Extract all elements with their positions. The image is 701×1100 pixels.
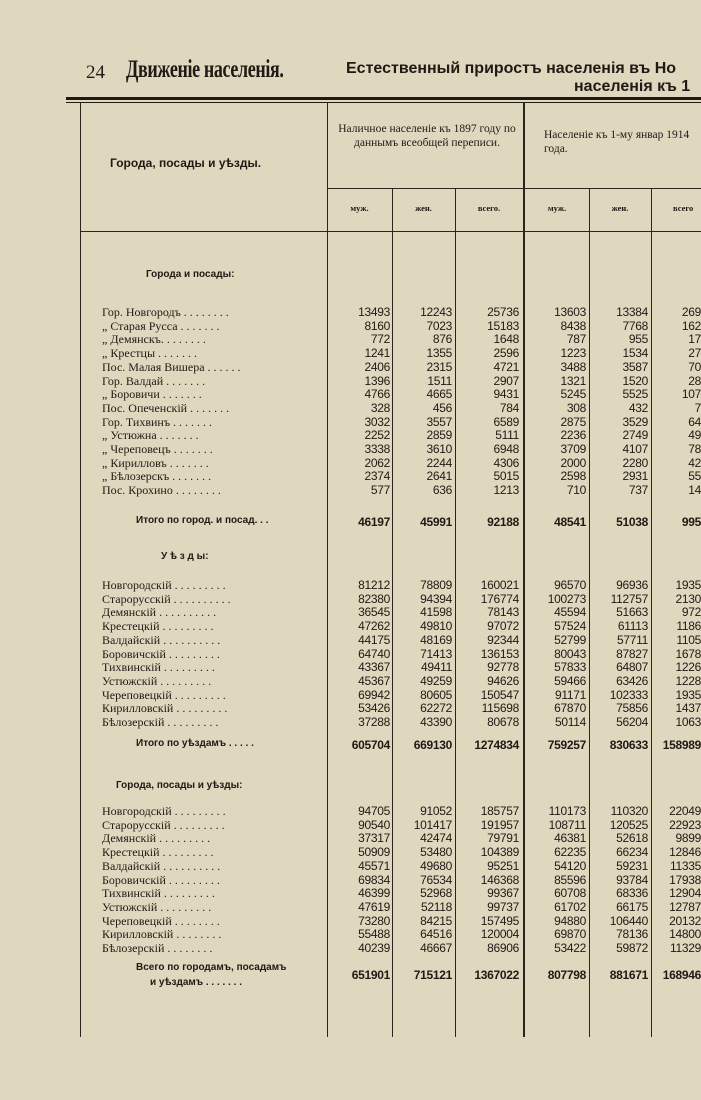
- table-cell: 78809: [420, 578, 452, 592]
- table-cell: 94626: [487, 673, 519, 688]
- table-cell: 2907: [493, 373, 519, 388]
- table-cell: 146368: [480, 872, 519, 887]
- table-cell: 328: [370, 400, 390, 415]
- total-cell: 1367022: [474, 968, 519, 982]
- total-cell: 669130: [413, 738, 452, 752]
- table-cell: 3709: [560, 442, 586, 456]
- col-divider-1: [392, 188, 393, 1037]
- table-cell: 2749: [622, 428, 648, 443]
- table-cell: 69942: [358, 687, 390, 702]
- row-label: Бѣлозерскій . . . . . . . .: [102, 941, 213, 955]
- table-cell: 955: [628, 332, 648, 347]
- table-cell: 66234: [616, 845, 648, 860]
- row-label: Устюжскій . . . . . . . . .: [102, 673, 212, 688]
- table-cell: 60708: [554, 886, 586, 901]
- table-cell: 43367: [358, 660, 390, 675]
- total-cell: 48541: [554, 515, 586, 529]
- table-cell: 2252: [364, 428, 390, 443]
- table-cell: 92778: [487, 660, 519, 675]
- table-cell: 80043: [554, 646, 586, 661]
- table-cell: 56204: [616, 715, 648, 729]
- table-cell: 5015: [493, 469, 519, 484]
- section-title: Города и посады:: [146, 269, 235, 280]
- table-cell: 62272: [420, 701, 452, 716]
- table-cell: 80678: [487, 715, 519, 729]
- table-cell: 42: [688, 455, 701, 470]
- table-cell: 108711: [548, 817, 586, 832]
- row-label: Боровичскій . . . . . . . . .: [102, 646, 220, 661]
- table-cell: 59872: [616, 941, 648, 955]
- table-cell: 3032: [364, 414, 390, 429]
- table-cell: 269: [681, 305, 701, 319]
- table-cell: 1228: [675, 673, 701, 688]
- table-cell: 2244: [426, 455, 452, 470]
- row-label: Валдайскій . . . . . . . . . .: [102, 858, 221, 873]
- table-cell: 4721: [493, 359, 519, 374]
- total-cell: 45991: [420, 515, 452, 529]
- table-cell: 1186: [676, 619, 701, 634]
- row-label: „ Старая Русса . . . . . . .: [102, 318, 220, 333]
- table-cell: 1396: [364, 373, 390, 388]
- table-cell: 37288: [358, 715, 390, 729]
- table-cell: 1321: [560, 373, 586, 388]
- table-cell: 17938: [669, 872, 701, 887]
- table-cell: 81212: [358, 578, 390, 592]
- table-left-border: [80, 102, 81, 1037]
- table-cell: 92344: [487, 632, 519, 647]
- row-label: „ Крестцы . . . . . . .: [102, 346, 198, 361]
- page-number: 24: [86, 62, 105, 83]
- table-title-line-2: населенія къ 1: [574, 78, 691, 95]
- table-cell: 160021: [480, 578, 519, 592]
- table-cell: 87827: [616, 646, 648, 661]
- table-cell: 1935: [675, 687, 701, 702]
- table-cell: 162: [681, 318, 701, 333]
- header-rule-thin: [66, 102, 701, 103]
- table-cell: 78: [688, 442, 701, 456]
- table-cell: 71413: [420, 646, 452, 661]
- table-cell: 308: [566, 400, 586, 415]
- table-cell: 94705: [358, 804, 390, 818]
- table-cell: 2280: [622, 455, 648, 470]
- table-cell: 25736: [487, 305, 519, 319]
- table-cell: 6589: [493, 414, 519, 429]
- row-label: „ Устюжна . . . . . . .: [102, 428, 199, 443]
- table-cell: 59466: [554, 673, 586, 688]
- total-cell: 995: [681, 515, 701, 529]
- table-cell: 12846: [669, 845, 701, 860]
- table-cell: 104389: [480, 845, 519, 860]
- total-cell: 605704: [351, 738, 390, 752]
- table-cell: 40239: [358, 941, 390, 955]
- table-cell: 52118: [421, 899, 452, 914]
- table-cell: 106440: [609, 913, 648, 928]
- table-cell: 64807: [616, 660, 648, 675]
- table-cell: 1935: [675, 578, 701, 592]
- row-label: Гор. Валдай . . . . . . .: [102, 373, 206, 388]
- total-cell: 830633: [609, 738, 648, 752]
- table-cell: 42474: [420, 831, 452, 846]
- table-cell: 2130: [675, 591, 701, 606]
- table-cell: 64516: [420, 927, 452, 942]
- table-cell: 432: [628, 400, 648, 415]
- col-header-total-1914: всего: [673, 203, 694, 213]
- row-label: Пос. Опеченскій . . . . . . .: [102, 400, 230, 415]
- row-label: Новгородскій . . . . . . . . .: [102, 804, 226, 818]
- row-label: Старорусскій . . . . . . . . . .: [102, 591, 231, 606]
- group-header-1897: Наличное населеніе къ 1897 году по даннымъ всеобщей переписи.: [338, 123, 516, 149]
- table-cell: 102333: [609, 687, 648, 702]
- table-cell: 1226: [675, 660, 701, 675]
- table-cell: 1678: [675, 646, 701, 661]
- table-cell: 97072: [487, 619, 519, 634]
- table-cell: 55: [688, 469, 701, 484]
- table-cell: 75856: [616, 701, 648, 716]
- table-cell: 191957: [480, 817, 519, 832]
- table-cell: 1213: [493, 483, 519, 498]
- table-cell: 48169: [420, 632, 452, 647]
- table-cell: 12243: [420, 305, 452, 319]
- table-cell: 45571: [358, 858, 390, 873]
- table-cell: 46399: [358, 886, 390, 901]
- total-cell: 651901: [351, 968, 390, 982]
- row-label: Бѣлозерскій . . . . . . . . .: [102, 715, 219, 729]
- total-cell: 168946: [662, 968, 701, 982]
- table-cell: 66175: [616, 899, 648, 914]
- table-cell: 1223: [560, 346, 586, 361]
- table-cell: 78136: [616, 927, 648, 942]
- table-cell: 2931: [622, 469, 648, 484]
- row-label: Кирилловскій . . . . . . . . .: [102, 701, 228, 716]
- group-head-rule: [327, 188, 701, 189]
- total-cell: 51038: [616, 515, 648, 529]
- table-cell: 2062: [364, 455, 390, 470]
- row-label: Пос. Крохино . . . . . . . .: [102, 483, 221, 498]
- col-header-female-1914: жен.: [611, 203, 629, 213]
- table-cell: 64: [688, 414, 701, 429]
- group-divider: [523, 102, 525, 1037]
- row-label: „ Кирилловъ . . . . . . .: [102, 455, 209, 470]
- table-cell: 52799: [554, 632, 586, 647]
- table-cell: 120525: [609, 817, 648, 832]
- table-cell: 710: [566, 483, 586, 498]
- table-cell: 120004: [480, 927, 519, 942]
- table-cell: 84215: [420, 913, 452, 928]
- table-cell: 11335: [670, 858, 701, 873]
- row-label: Демянскій . . . . . . . . . .: [102, 605, 217, 620]
- table-cell: 5245: [560, 387, 586, 402]
- table-cell: 101417: [413, 817, 452, 832]
- table-cell: 14: [688, 483, 701, 498]
- table-cell: 636: [432, 483, 452, 498]
- row-label: „ Боровичи . . . . . . .: [102, 387, 202, 402]
- table-title-line-1: Естественный приростъ населенія въ Но: [346, 60, 677, 77]
- table-cell: 1063: [675, 715, 701, 729]
- table-cell: 91052: [420, 804, 452, 818]
- row-label: Череповецкій . . . . . . . . .: [102, 687, 226, 702]
- table-cell: 110320: [610, 804, 648, 818]
- table-cell: 37317: [358, 831, 390, 846]
- table-cell: 1534: [622, 346, 648, 361]
- table-cell: 150547: [480, 687, 519, 702]
- table-cell: 136153: [480, 646, 519, 661]
- table-cell: 2596: [493, 346, 519, 361]
- table-cell: 20132: [669, 913, 701, 928]
- col-header-male-1897: муж.: [350, 203, 369, 213]
- table-cell: 57524: [554, 619, 586, 634]
- table-cell: 46667: [420, 941, 452, 955]
- table-cell: 63426: [616, 673, 648, 688]
- table-cell: 13384: [616, 305, 648, 319]
- table-cell: 50909: [358, 845, 390, 860]
- col-divider-2: [455, 188, 456, 1037]
- table-cell: 2000: [560, 455, 586, 470]
- col-header-total-1897: всего.: [477, 203, 501, 213]
- table-cell: 15183: [487, 318, 519, 333]
- table-cell: 54120: [554, 858, 586, 873]
- row-label: „ Череповецъ . . . . . . .: [102, 442, 213, 456]
- table-cell: 85596: [554, 872, 586, 887]
- table-cell: 3338: [364, 442, 390, 456]
- table-cell: 2315: [426, 359, 452, 374]
- row-label: „ Бѣлозерскъ . . . . . . .: [102, 469, 212, 484]
- row-label: Крестецкій . . . . . . . . .: [102, 619, 214, 634]
- table-cell: 61113: [617, 619, 648, 634]
- table-cell: 44175: [358, 632, 390, 647]
- table-cell: 53426: [358, 701, 390, 716]
- header-rule: [66, 97, 701, 100]
- table-cell: 36545: [358, 605, 390, 620]
- table-cell: 47619: [358, 899, 390, 914]
- table-cell: 49680: [420, 858, 452, 873]
- table-cell: 7: [694, 400, 701, 415]
- table-cell: 45594: [554, 605, 586, 620]
- total-label: и уѣздамъ . . . . . . .: [150, 977, 242, 988]
- table-cell: 94880: [554, 913, 586, 928]
- table-cell: 4107: [622, 442, 648, 456]
- table-cell: 3488: [560, 359, 586, 374]
- table-cell: 28: [688, 373, 701, 388]
- table-cell: 82380: [358, 591, 390, 606]
- table-cell: 70: [688, 359, 701, 374]
- table-cell: 45367: [358, 673, 390, 688]
- row-label: Боровичскій . . . . . . . . .: [102, 872, 220, 887]
- total-cell: 158989: [662, 738, 701, 752]
- table-cell: 50114: [555, 715, 586, 729]
- table-cell: 1241: [364, 346, 390, 361]
- total-cell: 1274834: [474, 738, 519, 752]
- total-cell: 759257: [547, 738, 586, 752]
- row-label: Череповецкій . . . . . . . .: [102, 913, 220, 928]
- table-cell: 2236: [560, 428, 586, 443]
- table-cell: 69870: [554, 927, 586, 942]
- table-cell: 110173: [548, 804, 586, 818]
- table-cell: 11329: [670, 941, 701, 955]
- section-title: У ѣ з д ы:: [161, 551, 209, 562]
- table-cell: 115698: [481, 701, 519, 716]
- table-cell: 51663: [616, 605, 648, 620]
- table-cell: 12787: [669, 899, 701, 914]
- table-cell: 1511: [427, 373, 452, 388]
- table-cell: 9431: [493, 387, 519, 402]
- table-cell: 9899: [675, 831, 701, 846]
- table-cell: 62235: [554, 845, 586, 860]
- table-cell: 7768: [622, 318, 648, 333]
- table-cell: 59231: [616, 858, 648, 873]
- table-cell: 4306: [493, 455, 519, 470]
- total-cell: 92188: [487, 515, 519, 529]
- table-cell: 876: [432, 332, 452, 347]
- row-label: Крестецкій . . . . . . . . .: [102, 845, 214, 860]
- table-cell: 61702: [554, 899, 586, 914]
- row-label: Новгородскій . . . . . . . . .: [102, 578, 226, 592]
- section-title: Города, посады и уѣзды:: [116, 780, 243, 791]
- table-cell: 8160: [364, 318, 390, 333]
- table-cell: 46381: [554, 831, 586, 846]
- table-cell: 3610: [426, 442, 452, 456]
- row-label: Демянскій . . . . . . . . .: [102, 831, 211, 846]
- table-cell: 772: [370, 332, 390, 347]
- table-cell: 8438: [560, 318, 586, 333]
- table-cell: 5111: [495, 428, 519, 443]
- table-cell: 972: [681, 605, 701, 620]
- table-cell: 4766: [364, 387, 390, 402]
- table-cell: 112757: [610, 591, 648, 606]
- column-head-rule: [80, 231, 701, 232]
- table-cell: 55488: [358, 927, 390, 942]
- table-cell: 53480: [420, 845, 452, 860]
- table-cell: 2641: [426, 469, 452, 484]
- total-label: Итого по уѣздамъ . . . . .: [136, 738, 254, 749]
- table-cell: 3529: [622, 414, 648, 429]
- table-cell: 93784: [616, 872, 648, 887]
- row-label: Гор. Новгородъ . . . . . . . .: [102, 305, 229, 319]
- total-label: Всего по городамъ, посадамъ: [136, 962, 287, 973]
- table-cell: 1437: [675, 701, 701, 716]
- row-label: Гор. Тихвинъ . . . . . . .: [102, 414, 213, 429]
- table-cell: 49: [688, 428, 701, 443]
- table-cell: 69834: [358, 872, 390, 887]
- row-label: Кирилловскій . . . . . . . .: [102, 927, 222, 942]
- col-header-male-1914: муж.: [547, 203, 567, 213]
- table-cell: 22923: [669, 817, 701, 832]
- table-cell: 100273: [547, 591, 586, 606]
- table-cell: 2859: [426, 428, 452, 443]
- table-cell: 157495: [480, 913, 519, 928]
- row-label: Тихвинскій . . . . . . . . .: [102, 660, 215, 675]
- table-cell: 96936: [616, 578, 648, 592]
- table-cell: 41598: [420, 605, 452, 620]
- table-cell: 185757: [480, 804, 519, 818]
- table-cell: 1355: [426, 346, 452, 361]
- table-cell: 99367: [487, 886, 519, 901]
- table-cell: 107: [681, 387, 701, 402]
- table-cell: 78143: [487, 605, 519, 620]
- table-cell: 96570: [554, 578, 586, 592]
- table-cell: 2598: [560, 469, 586, 484]
- group-header-1914: Населеніе къ 1-му январ 1914 года.: [544, 129, 690, 155]
- table-cell: 76534: [420, 872, 452, 887]
- running-title: Движеніе населенія.: [126, 56, 284, 83]
- table-cell: 1105: [676, 632, 701, 647]
- table-cell: 6948: [493, 442, 519, 456]
- table-cell: 13603: [554, 305, 586, 319]
- table-cell: 27: [688, 346, 701, 361]
- table-cell: 176774: [480, 591, 519, 606]
- table-cell: 91171: [555, 687, 586, 702]
- table-cell: 12904: [669, 886, 701, 901]
- table-cell: 5525: [622, 387, 648, 402]
- table-cell: 53422: [554, 941, 586, 955]
- table-cell: 49810: [420, 619, 452, 634]
- col-header-female-1897: жен.: [415, 203, 432, 213]
- table-cell: 14800: [669, 927, 701, 942]
- row-label: Валдайскій . . . . . . . . . .: [102, 632, 221, 647]
- table-cell: 73280: [358, 913, 390, 928]
- table-cell: 3557: [426, 414, 452, 429]
- table-cell: 47262: [358, 619, 390, 634]
- table-cell: 784: [499, 400, 519, 415]
- row-label: Пос. Малая Вишера . . . . . .: [102, 359, 241, 374]
- total-cell: 46197: [358, 515, 390, 529]
- row-label: Тихвинскій . . . . . . . . .: [102, 886, 215, 901]
- stub-divider: [327, 102, 328, 1037]
- table-cell: 7023: [426, 318, 452, 333]
- row-label: Устюжскій . . . . . . . . .: [102, 899, 212, 914]
- total-cell: 715121: [413, 968, 452, 982]
- table-cell: 577: [370, 483, 390, 498]
- table-cell: 49259: [420, 673, 452, 688]
- table-cell: 52968: [420, 886, 452, 901]
- table-cell: 80605: [420, 687, 452, 702]
- table-cell: 3587: [622, 359, 648, 374]
- table-cell: 94394: [420, 591, 452, 606]
- table-cell: 2875: [560, 414, 586, 429]
- table-cell: 68336: [616, 886, 648, 901]
- row-label: „ Демянскъ. . . . . . . .: [102, 332, 206, 347]
- table-cell: 456: [432, 400, 452, 415]
- table-cell: 57711: [617, 632, 648, 647]
- table-cell: 90540: [358, 817, 390, 832]
- table-cell: 2406: [364, 359, 390, 374]
- table-cell: 43390: [420, 715, 452, 729]
- total-label: Итого по город. и посад. . .: [136, 515, 269, 526]
- stub-header: Города, посады и уѣзды.: [110, 156, 262, 170]
- table-cell: 49411: [421, 660, 452, 675]
- table-cell: 1648: [493, 332, 519, 347]
- table-cell: 17: [688, 332, 701, 347]
- table-cell: 57833: [554, 660, 586, 675]
- row-label: Старорусскій . . . . . . . . .: [102, 817, 225, 832]
- table-cell: 787: [566, 332, 586, 347]
- table-cell: 79791: [487, 831, 519, 846]
- table-cell: 67870: [554, 701, 586, 716]
- table-cell: 99737: [487, 899, 519, 914]
- table-cell: 22049: [669, 804, 701, 818]
- table-cell: 95251: [487, 858, 519, 873]
- table-cell: 737: [628, 483, 648, 498]
- table-cell: 13493: [358, 305, 390, 319]
- table-cell: 4665: [426, 387, 452, 402]
- table-cell: 86906: [487, 941, 519, 955]
- total-cell: 807798: [547, 968, 586, 982]
- total-cell: 881671: [609, 968, 648, 982]
- table-cell: 52618: [616, 831, 648, 846]
- table-cell: 64740: [358, 646, 390, 661]
- table-cell: 1520: [622, 373, 648, 388]
- table-cell: 2374: [364, 469, 390, 484]
